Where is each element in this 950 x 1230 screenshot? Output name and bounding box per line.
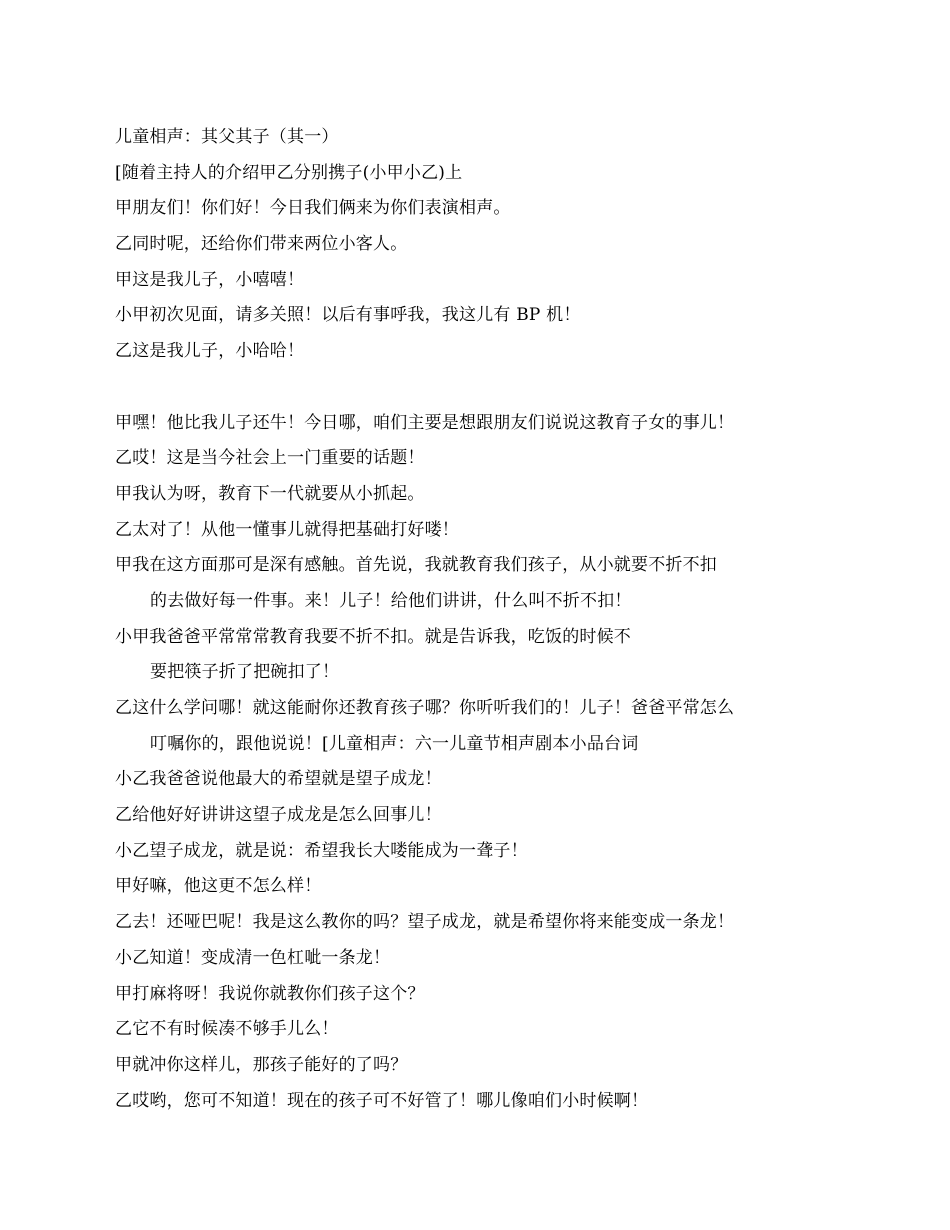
dialogue-line: 甲就冲你这样儿，那孩子能好的了吗？ [115,1054,408,1075]
blank-line [115,370,815,406]
dialogue-line: 小乙我爸爸说他最大的希望就是望子成龙！ [115,769,442,790]
dialogue-line: 甲朋友们！你们好！今日我们俩来为你们表演相声。 [115,198,511,219]
dialogue-line: 小甲我爸爸平常常常教育我要不折不扣。就是告诉我，吃饭的时候不 [115,626,631,647]
dialogue-line: 乙去！还哑巴呢！我是这么教你的吗？望子成龙，就是希望你将来能变成一条龙！ [115,912,735,933]
dialogue-line: 乙哎！这是当今社会上一门重要的话题！ [115,448,425,469]
dialogue-line: 甲打麻将呀！我说你就教你们孩子这个？ [115,983,425,1004]
dialogue-line: 乙同时呢，还给你们带来两位小客人。 [115,234,408,255]
dialogue-line: 小乙知道！变成清一色杠呲一条龙！ [115,947,391,968]
dialogue-line: 乙它不有时候凑不够手儿么！ [115,1019,339,1040]
dialogue-line: 小甲初次见面，请多关照！以后有事呼我，我这儿有 BP 机！ [115,305,581,326]
dialogue-line: 乙这什么学问哪！就这能耐你还教育孩子哪？你听听我们的！儿子！爸爸平常怎么 [115,698,735,718]
dialogue-line: 甲这是我儿子，小嘻嘻！ [115,269,305,290]
dialogue-line: 甲嘿！他比我儿子还牛！今日哪，咱们主要是想跟朋友们说说这教育子女的事儿！ [115,412,735,433]
document-body [115,120,815,1119]
dialogue-continuation: 的去做好每一件事。来！儿子！给他们讲讲，什么叫不折不扣！ [150,590,632,611]
stage-direction: [随着主持人的介绍甲乙分别携子(小甲小乙)上 [115,162,463,183]
dialogue-line: 甲我认为呀，教育下一代就要从小抓起。 [115,483,425,504]
dialogue-line: 小乙望子成龙，就是说：希望我长大喽能成为一聋子！ [115,840,528,861]
dialogue-line: 乙这是我儿子，小哈哈！ [115,341,305,362]
dialogue-line: 乙哎哟，您可不知道！现在的孩子可不好管了！哪儿像咱们小时候啊！ [115,1090,649,1111]
document-title: 儿童相声：其父其子（其一） [115,127,339,147]
dialogue-continuation: 要把筷子折了把碗扣了！ [150,662,340,683]
dialogue-line: 甲我在这方面那可是深有感触。首先说，我就教育我们孩子，从小就要不折不扣 [115,555,717,576]
dialogue-line: 乙给他好好讲讲这望子成龙是怎么回事儿！ [115,805,442,826]
dialogue-line: 乙太对了！从他一懂事儿就得把基础打好喽！ [115,519,459,540]
dialogue-line: 甲好嘛，他这更不怎么样！ [115,876,322,897]
dialogue-continuation: 叮嘱你的，跟他说说！[儿童相声：六一儿童节相声剧本小品台词 [150,733,639,754]
